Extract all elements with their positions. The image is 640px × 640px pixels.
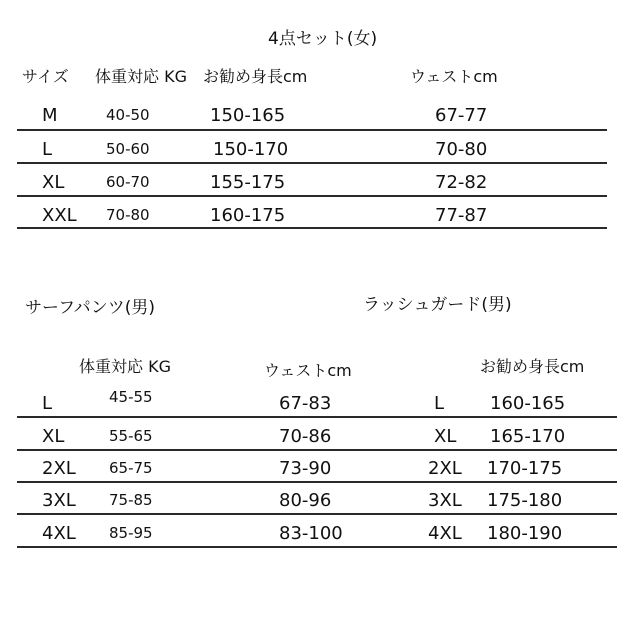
table2-waist-2xl: 73-90 <box>279 458 332 479</box>
table1-header-height: お勧め身長cm <box>203 67 308 86</box>
table2-waist-l: 67-83 <box>279 393 332 414</box>
table1-title: 4点セット(女) <box>268 29 378 49</box>
table1-height-xxl: 160-175 <box>210 205 286 226</box>
table2-row-divider <box>17 513 617 515</box>
table1-height-l: 150-170 <box>213 139 289 160</box>
table2-height-l: 160-165 <box>490 393 566 414</box>
table1-waist-l: 70-80 <box>435 139 488 160</box>
table1-height-m: 150-165 <box>210 105 286 126</box>
table2-row-divider <box>17 449 617 451</box>
table2-row-divider <box>17 416 617 418</box>
table2-waist-4xl: 83-100 <box>279 523 343 544</box>
table2-height-3xl: 175-180 <box>487 490 563 511</box>
table2-rash-size-4xl: 4XL <box>428 523 462 544</box>
table2-weight-4xl: 85-95 <box>109 524 153 542</box>
table1-size-l: L <box>42 139 53 160</box>
table2-rash-size-l: L <box>434 393 445 414</box>
table2-pants-size-xl: XL <box>42 426 65 447</box>
table1-header-size: サイズ <box>22 67 69 86</box>
table1-size-m: M <box>42 105 58 126</box>
table2-header-weight: 体重対応 KG <box>79 357 171 376</box>
table1-waist-xl: 72-82 <box>435 172 488 193</box>
table1-header-waist: ウェストcm <box>410 67 498 86</box>
table2-header-waist: ウェストcm <box>264 361 352 380</box>
table2-pants-size-2xl: 2XL <box>42 458 76 479</box>
table2-row-divider <box>17 481 617 483</box>
table2-weight-2xl: 65-75 <box>109 459 153 477</box>
table2-waist-xl: 70-86 <box>279 426 332 447</box>
table1-weight-xxl: 70-80 <box>106 206 150 224</box>
table1-size-xl: XL <box>42 172 65 193</box>
table1-header-weight: 体重対応 KG <box>95 67 187 86</box>
table2-rash-title: ラッシュガード(男) <box>363 295 512 315</box>
table1-row-divider <box>17 195 607 197</box>
table2-header-height: お勧め身長cm <box>480 357 585 376</box>
table1-height-xl: 155-175 <box>210 172 286 193</box>
table1-size-xxl: XXL <box>42 205 77 226</box>
table1-weight-xl: 60-70 <box>106 173 150 191</box>
table2-weight-l: 45-55 <box>109 388 153 406</box>
table2-pants-size-l: L <box>42 393 53 414</box>
table2-weight-3xl: 75-85 <box>109 491 153 509</box>
table1-weight-m: 40-50 <box>106 106 150 124</box>
table2-height-2xl: 170-175 <box>487 458 563 479</box>
table1-row-divider <box>17 227 607 229</box>
table2-waist-3xl: 80-96 <box>279 490 332 511</box>
table2-rash-size-3xl: 3XL <box>428 490 462 511</box>
table1-weight-l: 50-60 <box>106 140 150 158</box>
table2-weight-xl: 55-65 <box>109 427 153 445</box>
table1-row-divider <box>17 129 607 131</box>
table2-height-4xl: 180-190 <box>487 523 563 544</box>
table2-rash-size-xl: XL <box>434 426 457 447</box>
table2-row-divider <box>17 546 617 548</box>
table2-pants-title: サーフパンツ(男) <box>25 298 156 318</box>
table1-row-divider <box>17 162 607 164</box>
table2-pants-size-4xl: 4XL <box>42 523 76 544</box>
table2-rash-size-2xl: 2XL <box>428 458 462 479</box>
table1-waist-m: 67-77 <box>435 105 488 126</box>
table1-waist-xxl: 77-87 <box>435 205 488 226</box>
table2-pants-size-3xl: 3XL <box>42 490 76 511</box>
table2-height-xl: 165-170 <box>490 426 566 447</box>
